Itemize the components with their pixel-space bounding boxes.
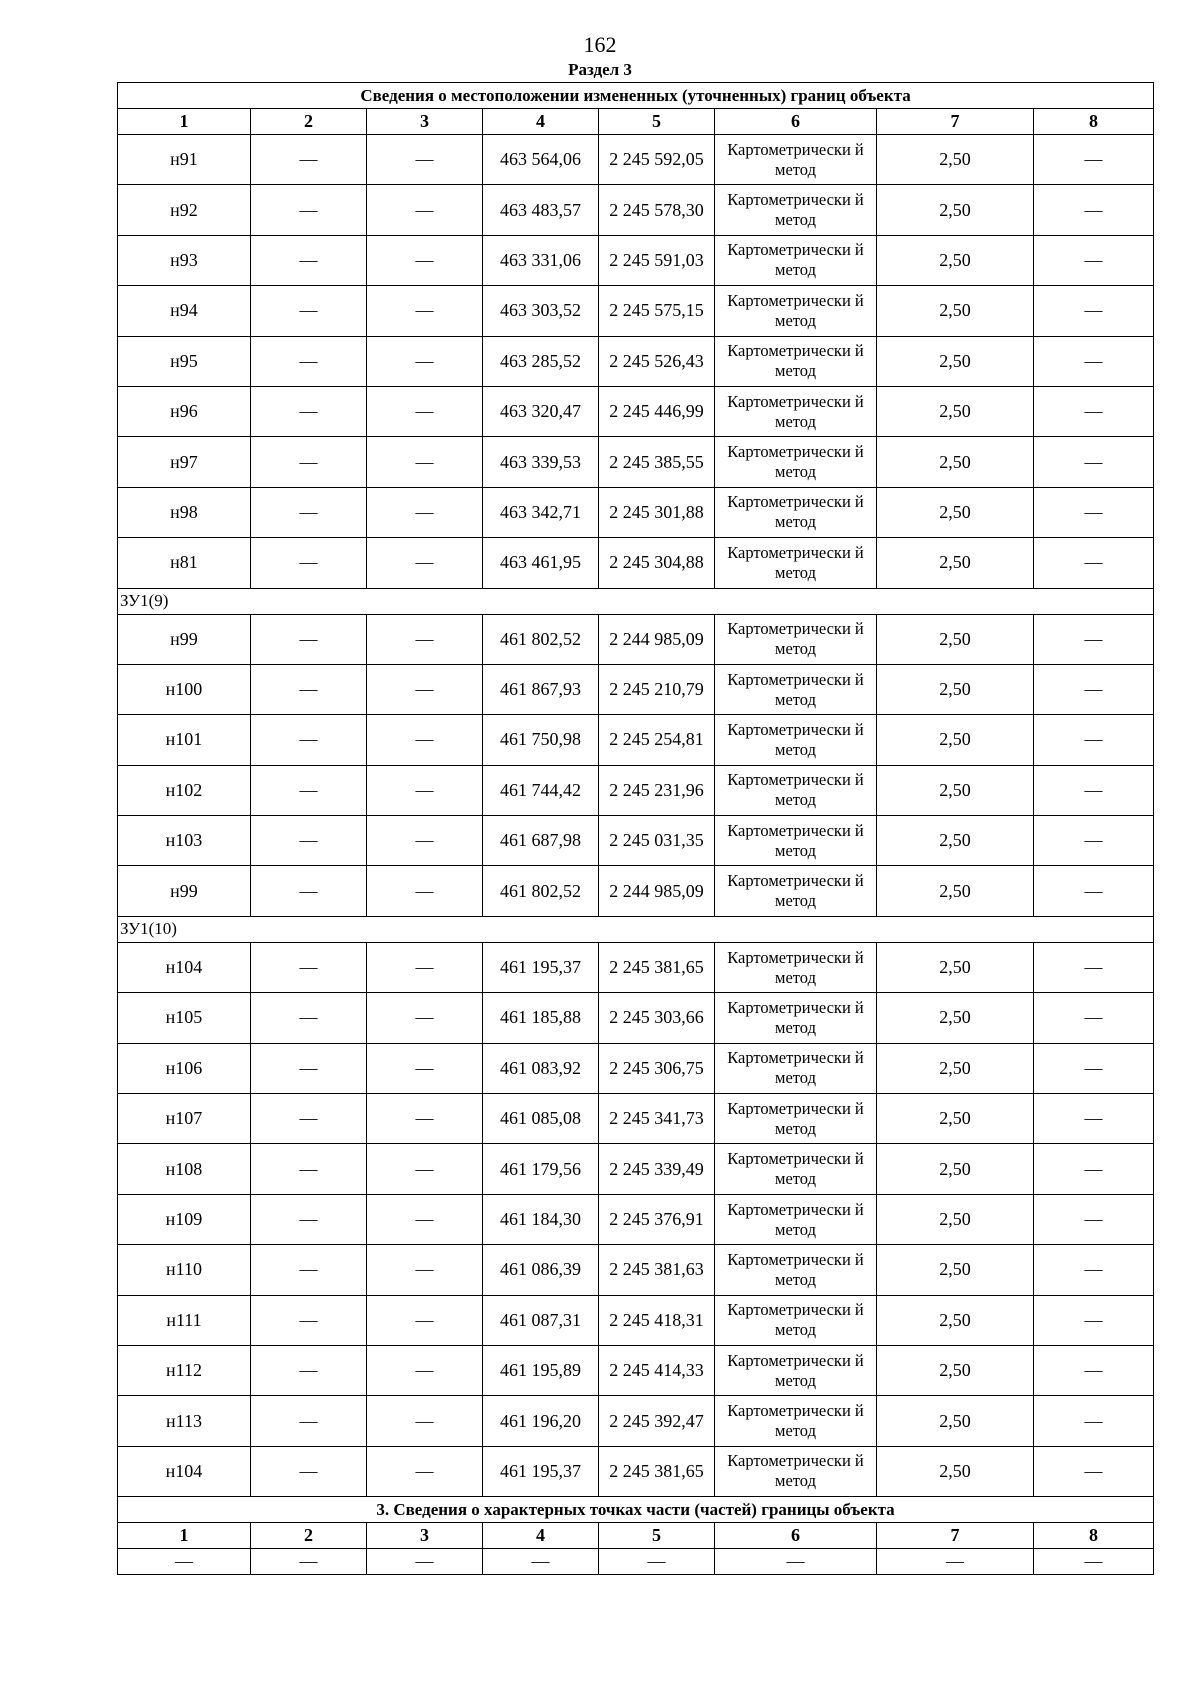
accuracy-cell: 2,50 bbox=[877, 1345, 1034, 1395]
method-cell: Картометрически й метод bbox=[715, 765, 877, 815]
col8-cell: — bbox=[1034, 235, 1154, 285]
column-header: 6 bbox=[715, 109, 877, 135]
method-cell: Картометрически й метод bbox=[715, 1245, 877, 1295]
table-row bbox=[118, 386, 1154, 436]
method-cell: Картометрически й метод bbox=[715, 866, 877, 916]
accuracy-cell: 2,50 bbox=[877, 993, 1034, 1043]
table-row bbox=[118, 185, 1154, 235]
col2-cell: — bbox=[251, 1396, 367, 1446]
col3-cell: — bbox=[367, 866, 483, 916]
col2-cell: — bbox=[251, 1446, 367, 1496]
x-coordinate: 463 342,71 bbox=[483, 487, 599, 537]
col3-cell: — bbox=[367, 1094, 483, 1144]
col2-cell: — bbox=[251, 1194, 367, 1244]
table-row bbox=[118, 993, 1154, 1043]
col3-cell: — bbox=[367, 1345, 483, 1395]
col8-cell: — bbox=[1034, 1144, 1154, 1194]
col3-cell: — bbox=[367, 664, 483, 714]
table-row bbox=[118, 664, 1154, 714]
y-coordinate: 2 245 301,88 bbox=[599, 487, 715, 537]
page-number: 162 bbox=[583, 32, 617, 57]
accuracy-cell: 2,50 bbox=[877, 765, 1034, 815]
col2-cell: — bbox=[251, 1043, 367, 1093]
col3-cell: — bbox=[367, 614, 483, 664]
part-cell: — bbox=[251, 1549, 367, 1575]
col8-cell: — bbox=[1034, 487, 1154, 537]
table-row bbox=[118, 816, 1154, 866]
accuracy-cell: 2,50 bbox=[877, 336, 1034, 386]
table-row bbox=[118, 1446, 1154, 1496]
col2-cell: — bbox=[251, 135, 367, 185]
y-coordinate: 2 245 526,43 bbox=[599, 336, 715, 386]
x-coordinate: 461 085,08 bbox=[483, 1094, 599, 1144]
method-cell: Картометрически й метод bbox=[715, 1094, 877, 1144]
col8-cell: — bbox=[1034, 1245, 1154, 1295]
point-name: н102 bbox=[118, 765, 251, 815]
column-header: 6 bbox=[715, 1523, 877, 1549]
part-section-row bbox=[118, 1497, 1154, 1523]
method-cell: Картометрически й метод bbox=[715, 715, 877, 765]
point-name: н113 bbox=[118, 1396, 251, 1446]
col8-cell: — bbox=[1034, 942, 1154, 992]
y-coordinate: 2 244 985,09 bbox=[599, 614, 715, 664]
col8-cell: — bbox=[1034, 135, 1154, 185]
accuracy-cell: 2,50 bbox=[877, 487, 1034, 537]
y-coordinate: 2 245 381,65 bbox=[599, 1446, 715, 1496]
table-row bbox=[118, 866, 1154, 916]
col2-cell: — bbox=[251, 715, 367, 765]
x-coordinate: 461 687,98 bbox=[483, 816, 599, 866]
column-header: 1 bbox=[118, 109, 251, 135]
col3-cell: — bbox=[367, 235, 483, 285]
col8-cell: — bbox=[1034, 1446, 1154, 1496]
coordinates-table bbox=[117, 82, 1154, 1575]
x-coordinate: 463 285,52 bbox=[483, 336, 599, 386]
accuracy-cell: 2,50 bbox=[877, 816, 1034, 866]
col8-cell: — bbox=[1034, 538, 1154, 588]
method-cell: Картометрически й метод bbox=[715, 286, 877, 336]
col2-cell: — bbox=[251, 1245, 367, 1295]
col8-cell: — bbox=[1034, 1043, 1154, 1093]
y-coordinate: 2 245 592,05 bbox=[599, 135, 715, 185]
accuracy-cell: 2,50 bbox=[877, 386, 1034, 436]
col8-cell: — bbox=[1034, 336, 1154, 386]
col2-cell: — bbox=[251, 386, 367, 436]
column-header: 4 bbox=[483, 1523, 599, 1549]
col2-cell: — bbox=[251, 538, 367, 588]
col2-cell: — bbox=[251, 286, 367, 336]
column-header: 8 bbox=[1034, 109, 1154, 135]
col3-cell: — bbox=[367, 135, 483, 185]
table-row bbox=[118, 1245, 1154, 1295]
accuracy-cell: 2,50 bbox=[877, 866, 1034, 916]
y-coordinate: 2 245 578,30 bbox=[599, 185, 715, 235]
x-coordinate: 461 867,93 bbox=[483, 664, 599, 714]
accuracy-cell: 2,50 bbox=[877, 614, 1034, 664]
col3-cell: — bbox=[367, 336, 483, 386]
table-row bbox=[118, 437, 1154, 487]
x-coordinate: 461 750,98 bbox=[483, 715, 599, 765]
table-row bbox=[118, 487, 1154, 537]
accuracy-cell: 2,50 bbox=[877, 1396, 1034, 1446]
y-coordinate: 2 245 341,73 bbox=[599, 1094, 715, 1144]
y-coordinate: 2 245 031,35 bbox=[599, 816, 715, 866]
y-coordinate: 2 245 376,91 bbox=[599, 1194, 715, 1244]
column-header: 5 bbox=[599, 109, 715, 135]
col8-cell: — bbox=[1034, 1295, 1154, 1345]
column-header: 7 bbox=[877, 109, 1034, 135]
point-name: н110 bbox=[118, 1245, 251, 1295]
y-coordinate: 2 245 303,66 bbox=[599, 993, 715, 1043]
col2-cell: — bbox=[251, 765, 367, 815]
y-coordinate: 2 245 414,33 bbox=[599, 1345, 715, 1395]
table-row bbox=[118, 135, 1154, 185]
col2-cell: — bbox=[251, 993, 367, 1043]
x-coordinate: 463 339,53 bbox=[483, 437, 599, 487]
column-header: 8 bbox=[1034, 1523, 1154, 1549]
x-coordinate: 461 802,52 bbox=[483, 866, 599, 916]
method-cell: Картометрически й метод bbox=[715, 816, 877, 866]
table-row bbox=[118, 235, 1154, 285]
part-table-row bbox=[118, 1549, 1154, 1575]
col3-cell: — bbox=[367, 286, 483, 336]
col3-cell: — bbox=[367, 1396, 483, 1446]
method-cell: Картометрически й метод bbox=[715, 135, 877, 185]
y-coordinate: 2 245 231,96 bbox=[599, 765, 715, 815]
col3-cell: — bbox=[367, 993, 483, 1043]
table-row bbox=[118, 1094, 1154, 1144]
method-cell: Картометрически й метод bbox=[715, 1144, 877, 1194]
point-name: н107 bbox=[118, 1094, 251, 1144]
col8-cell: — bbox=[1034, 816, 1154, 866]
col2-cell: — bbox=[251, 487, 367, 537]
x-coordinate: 463 564,06 bbox=[483, 135, 599, 185]
method-cell: Картометрически й метод bbox=[715, 1345, 877, 1395]
point-name: н104 bbox=[118, 1446, 251, 1496]
col3-cell: — bbox=[367, 386, 483, 436]
col8-cell: — bbox=[1034, 1194, 1154, 1244]
y-coordinate: 2 245 385,55 bbox=[599, 437, 715, 487]
accuracy-cell: 2,50 bbox=[877, 286, 1034, 336]
x-coordinate: 461 195,89 bbox=[483, 1345, 599, 1395]
x-coordinate: 463 483,57 bbox=[483, 185, 599, 235]
col8-cell: — bbox=[1034, 185, 1154, 235]
point-name: н103 bbox=[118, 816, 251, 866]
col2-cell: — bbox=[251, 185, 367, 235]
x-coordinate: 461 083,92 bbox=[483, 1043, 599, 1093]
y-coordinate: 2 245 304,88 bbox=[599, 538, 715, 588]
point-name: н109 bbox=[118, 1194, 251, 1244]
accuracy-cell: 2,50 bbox=[877, 135, 1034, 185]
col2-cell: — bbox=[251, 235, 367, 285]
x-coordinate: 463 461,95 bbox=[483, 538, 599, 588]
point-name: н111 bbox=[118, 1295, 251, 1345]
point-name: н101 bbox=[118, 715, 251, 765]
x-coordinate: 463 320,47 bbox=[483, 386, 599, 436]
y-coordinate: 2 245 446,99 bbox=[599, 386, 715, 436]
col8-cell: — bbox=[1034, 866, 1154, 916]
point-name: н95 bbox=[118, 336, 251, 386]
y-coordinate: 2 245 392,47 bbox=[599, 1396, 715, 1446]
part-section-title: 3. Сведения о характерных точках части (частей) границы объекта bbox=[118, 1497, 1154, 1523]
y-coordinate: 2 245 339,49 bbox=[599, 1144, 715, 1194]
column-header: 7 bbox=[877, 1523, 1034, 1549]
table-row bbox=[118, 538, 1154, 588]
method-cell: Картометрически й метод bbox=[715, 1396, 877, 1446]
point-name: н94 bbox=[118, 286, 251, 336]
part-header-row bbox=[118, 1523, 1154, 1549]
x-coordinate: 461 195,37 bbox=[483, 1446, 599, 1496]
column-header: 5 bbox=[599, 1523, 715, 1549]
y-coordinate: 2 245 418,31 bbox=[599, 1295, 715, 1345]
method-cell: Картометрически й метод bbox=[715, 993, 877, 1043]
col2-cell: — bbox=[251, 1094, 367, 1144]
accuracy-cell: 2,50 bbox=[877, 715, 1034, 765]
col3-cell: — bbox=[367, 942, 483, 992]
accuracy-cell: 2,50 bbox=[877, 185, 1034, 235]
method-cell: Картометрически й метод bbox=[715, 336, 877, 386]
table-row bbox=[118, 1295, 1154, 1345]
method-cell: Картометрически й метод bbox=[715, 614, 877, 664]
y-coordinate: 2 244 985,09 bbox=[599, 866, 715, 916]
group-row bbox=[118, 916, 1154, 942]
part-cell: — bbox=[1034, 1549, 1154, 1575]
y-coordinate: 2 245 306,75 bbox=[599, 1043, 715, 1093]
col3-cell: — bbox=[367, 1295, 483, 1345]
table-row bbox=[118, 614, 1154, 664]
col8-cell: — bbox=[1034, 1094, 1154, 1144]
point-name: н112 bbox=[118, 1345, 251, 1395]
col3-cell: — bbox=[367, 185, 483, 235]
y-coordinate: 2 245 575,15 bbox=[599, 286, 715, 336]
col3-cell: — bbox=[367, 1446, 483, 1496]
col3-cell: — bbox=[367, 538, 483, 588]
x-coordinate: 461 179,56 bbox=[483, 1144, 599, 1194]
x-coordinate: 461 195,37 bbox=[483, 942, 599, 992]
header-row bbox=[118, 109, 1154, 135]
column-header: 2 bbox=[251, 1523, 367, 1549]
method-cell: Картометрически й метод bbox=[715, 538, 877, 588]
part-cell: — bbox=[118, 1549, 251, 1575]
col3-cell: — bbox=[367, 1194, 483, 1244]
col8-cell: — bbox=[1034, 386, 1154, 436]
col3-cell: — bbox=[367, 1043, 483, 1093]
column-header: 1 bbox=[118, 1523, 251, 1549]
method-cell: Картометрически й метод bbox=[715, 1194, 877, 1244]
point-name: н100 bbox=[118, 664, 251, 714]
x-coordinate: 461 185,88 bbox=[483, 993, 599, 1043]
col8-cell: — bbox=[1034, 664, 1154, 714]
col2-cell: — bbox=[251, 866, 367, 916]
x-coordinate: 461 196,20 bbox=[483, 1396, 599, 1446]
x-coordinate: 461 087,31 bbox=[483, 1295, 599, 1345]
accuracy-cell: 2,50 bbox=[877, 1194, 1034, 1244]
accuracy-cell: 2,50 bbox=[877, 1144, 1034, 1194]
part-cell: — bbox=[599, 1549, 715, 1575]
table-row bbox=[118, 715, 1154, 765]
group-label: ЗУ1(9) bbox=[118, 588, 1154, 614]
point-name: н97 bbox=[118, 437, 251, 487]
x-coordinate: 461 802,52 bbox=[483, 614, 599, 664]
point-name: н92 bbox=[118, 185, 251, 235]
table-row bbox=[118, 1144, 1154, 1194]
col3-cell: — bbox=[367, 1144, 483, 1194]
point-name: н105 bbox=[118, 993, 251, 1043]
point-name: н91 bbox=[118, 135, 251, 185]
point-name: н99 bbox=[118, 866, 251, 916]
method-cell: Картометрически й метод bbox=[715, 185, 877, 235]
x-coordinate: 463 303,52 bbox=[483, 286, 599, 336]
col8-cell: — bbox=[1034, 765, 1154, 815]
part-cell: — bbox=[715, 1549, 877, 1575]
method-cell: Картометрически й метод bbox=[715, 1295, 877, 1345]
y-coordinate: 2 245 381,65 bbox=[599, 942, 715, 992]
col8-cell: — bbox=[1034, 993, 1154, 1043]
col8-cell: — bbox=[1034, 1345, 1154, 1395]
accuracy-cell: 2,50 bbox=[877, 1245, 1034, 1295]
table-row bbox=[118, 336, 1154, 386]
method-cell: Картометрически й метод bbox=[715, 1043, 877, 1093]
accuracy-cell: 2,50 bbox=[877, 1094, 1034, 1144]
col8-cell: — bbox=[1034, 1396, 1154, 1446]
method-cell: Картометрически й метод bbox=[715, 1446, 877, 1496]
col3-cell: — bbox=[367, 1245, 483, 1295]
group-row bbox=[118, 588, 1154, 614]
accuracy-cell: 2,50 bbox=[877, 1446, 1034, 1496]
col8-cell: — bbox=[1034, 437, 1154, 487]
point-name: н99 bbox=[118, 614, 251, 664]
accuracy-cell: 2,50 bbox=[877, 437, 1034, 487]
method-cell: Картометрически й метод bbox=[715, 942, 877, 992]
y-coordinate: 2 245 210,79 bbox=[599, 664, 715, 714]
col2-cell: — bbox=[251, 816, 367, 866]
method-cell: Картометрически й метод bbox=[715, 386, 877, 436]
point-name: н81 bbox=[118, 538, 251, 588]
table-row bbox=[118, 942, 1154, 992]
col2-cell: — bbox=[251, 336, 367, 386]
table-row bbox=[118, 1345, 1154, 1395]
column-header: 4 bbox=[483, 109, 599, 135]
column-header: 3 bbox=[367, 109, 483, 135]
col2-cell: — bbox=[251, 942, 367, 992]
table-row bbox=[118, 765, 1154, 815]
y-coordinate: 2 245 591,03 bbox=[599, 235, 715, 285]
table-row bbox=[118, 1043, 1154, 1093]
point-name: н98 bbox=[118, 487, 251, 537]
col2-cell: — bbox=[251, 437, 367, 487]
part-cell: — bbox=[483, 1549, 599, 1575]
point-name: н93 bbox=[118, 235, 251, 285]
col8-cell: — bbox=[1034, 286, 1154, 336]
y-coordinate: 2 245 381,63 bbox=[599, 1245, 715, 1295]
point-name: н108 bbox=[118, 1144, 251, 1194]
table-row bbox=[118, 1194, 1154, 1244]
table-row bbox=[118, 1396, 1154, 1446]
column-header: 2 bbox=[251, 109, 367, 135]
part-cell: — bbox=[367, 1549, 483, 1575]
accuracy-cell: 2,50 bbox=[877, 235, 1034, 285]
point-name: н104 bbox=[118, 942, 251, 992]
col2-cell: — bbox=[251, 614, 367, 664]
point-name: н96 bbox=[118, 386, 251, 436]
method-cell: Картометрически й метод bbox=[715, 437, 877, 487]
x-coordinate: 461 086,39 bbox=[483, 1245, 599, 1295]
x-coordinate: 463 331,06 bbox=[483, 235, 599, 285]
x-coordinate: 461 184,30 bbox=[483, 1194, 599, 1244]
col3-cell: — bbox=[367, 816, 483, 866]
part-cell: — bbox=[877, 1549, 1034, 1575]
accuracy-cell: 2,50 bbox=[877, 1043, 1034, 1093]
col3-cell: — bbox=[367, 437, 483, 487]
table-row bbox=[118, 286, 1154, 336]
y-coordinate: 2 245 254,81 bbox=[599, 715, 715, 765]
table-caption: Сведения о местоположении измененных (уточненных) границ объекта bbox=[118, 83, 1154, 109]
accuracy-cell: 2,50 bbox=[877, 1295, 1034, 1345]
accuracy-cell: 2,50 bbox=[877, 942, 1034, 992]
group-label: ЗУ1(10) bbox=[118, 916, 1154, 942]
col3-cell: — bbox=[367, 487, 483, 537]
col8-cell: — bbox=[1034, 614, 1154, 664]
col2-cell: — bbox=[251, 1295, 367, 1345]
accuracy-cell: 2,50 bbox=[877, 538, 1034, 588]
section-title: Раздел 3 bbox=[568, 60, 632, 79]
column-header: 3 bbox=[367, 1523, 483, 1549]
x-coordinate: 461 744,42 bbox=[483, 765, 599, 815]
col3-cell: — bbox=[367, 715, 483, 765]
accuracy-cell: 2,50 bbox=[877, 664, 1034, 714]
col8-cell: — bbox=[1034, 715, 1154, 765]
method-cell: Картометрически й метод bbox=[715, 235, 877, 285]
point-name: н106 bbox=[118, 1043, 251, 1093]
col2-cell: — bbox=[251, 1144, 367, 1194]
col2-cell: — bbox=[251, 664, 367, 714]
col2-cell: — bbox=[251, 1345, 367, 1395]
method-cell: Картометрически й метод bbox=[715, 487, 877, 537]
method-cell: Картометрически й метод bbox=[715, 664, 877, 714]
col3-cell: — bbox=[367, 765, 483, 815]
